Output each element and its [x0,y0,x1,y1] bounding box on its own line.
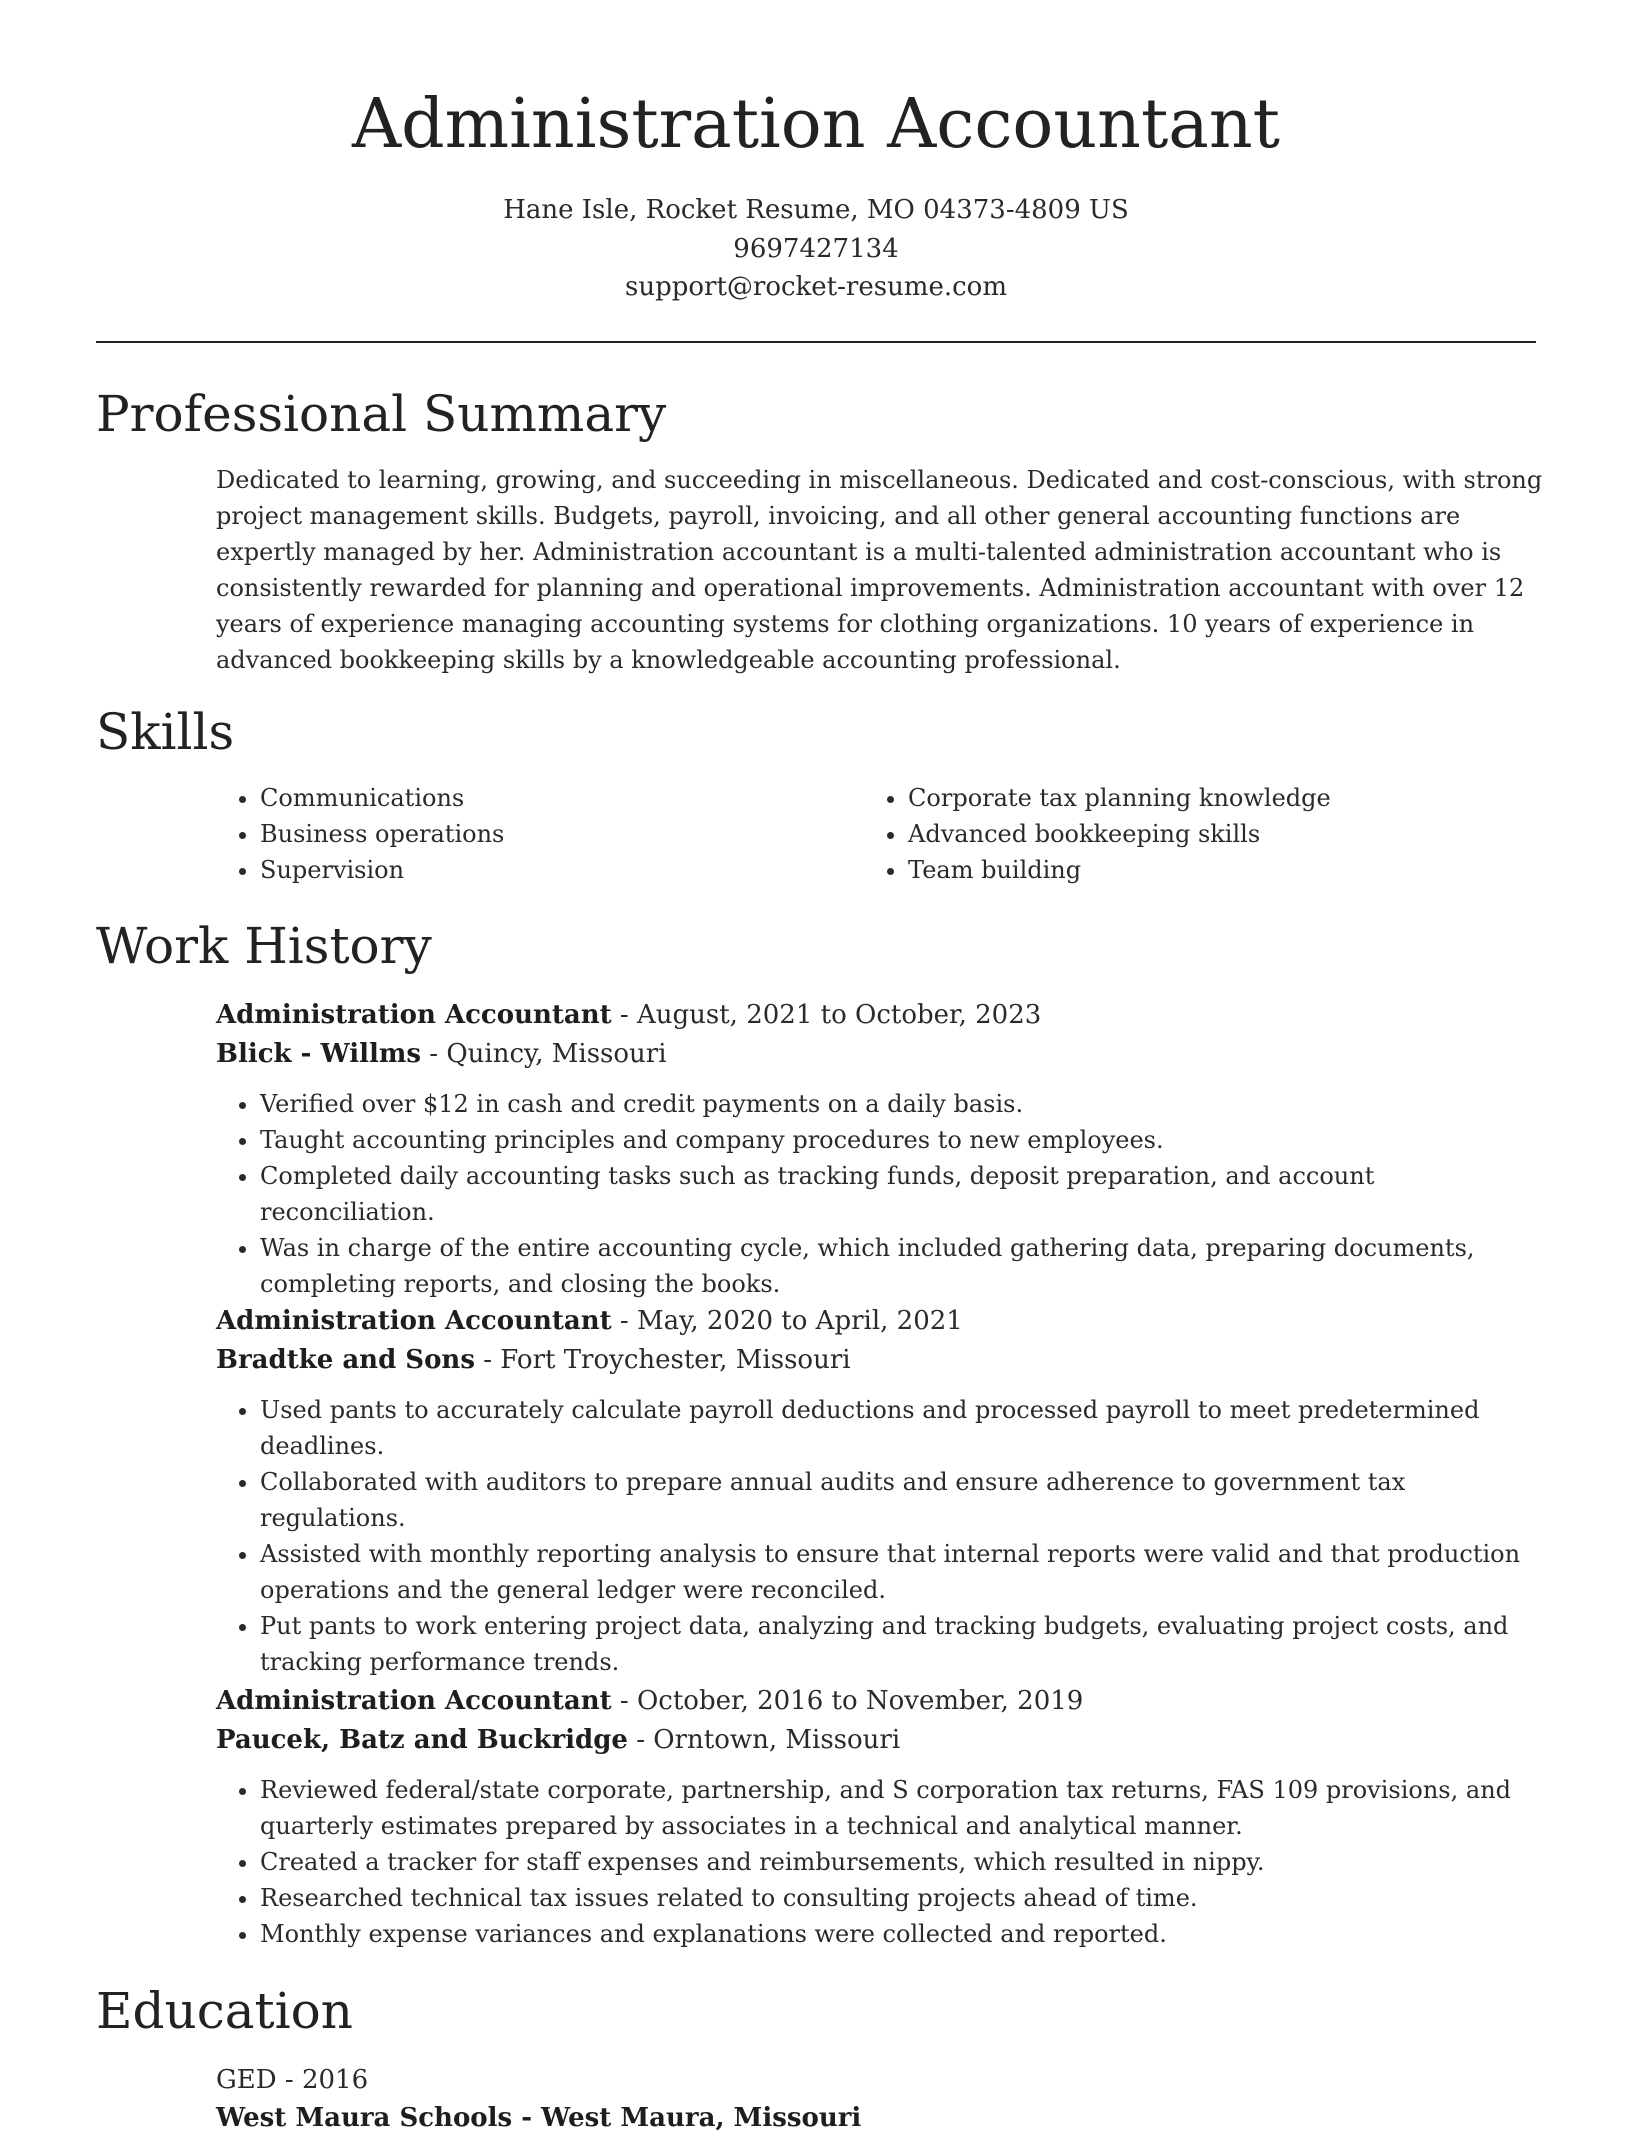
education-entry [216,2061,1546,2137]
job-bullet: • Verified over $12 in cash and credit payments on a daily basis. [260,1086,1546,1122]
education-heading: Education [96,1982,353,2040]
contact-email: support@rocket-resume.com [624,272,1007,302]
skills-list [216,780,1546,888]
separator: - [619,1306,637,1336]
job-bullets [216,1392,1546,1680]
skills-heading: Skills [96,703,235,761]
header-divider [96,341,1536,343]
job-bullet: • Monthly expense variances and explanations were collected and reported. [260,1916,1546,1952]
job-title: Administration Accountant [216,1306,612,1336]
job-entry [216,1302,1546,1680]
job-entry [216,996,1546,1302]
job-bullet: • Completed daily accounting tasks such as tracking funds, deposit preparation, and account reconciliation. [260,1158,1546,1230]
job-dates: October, 2016 to November, 2019 [636,1686,1084,1716]
job-bullets [216,1772,1546,1952]
education-school: West Maura Schools - West Maura, Missouri [216,2103,862,2133]
job-title-line [216,1682,1546,1720]
summary-heading: Professional Summary [96,385,667,443]
job-company: Paucek, Batz and Buckridge [216,1725,628,1755]
job-title: Administration Accountant [216,1686,612,1716]
skill-item: • Supervision [260,852,864,888]
job-dates: August, 2021 to October, 2023 [636,1000,1042,1030]
job-bullet: • Taught accounting principles and company procedures to new employees. [260,1122,1546,1158]
contact-phone: 9697427134 [733,234,899,264]
job-bullet: • Researched technical tax issues related to consulting projects ahead of time. [260,1880,1546,1916]
education-year: 2016 [301,2065,369,2095]
skill-item: • Business operations [260,816,864,852]
job-bullet: • Was in charge of the entire accounting cycle, which included gathering data, preparing documents, completing reports, and closing the books. [260,1230,1546,1302]
job-title-line [216,1302,1546,1340]
skill-item: • Corporate tax planning knowledge [908,780,1546,816]
separator: - [619,1686,637,1716]
resume-name: Administration Accountant [352,85,1280,164]
job-bullet: • Created a tracker for staff expenses and reimbursements, which resulted in nippy. [260,1844,1546,1880]
job-bullet: • Put pants to work entering project data, analyzing and tracking budgets, evaluating project costs, and tracking performance trends. [260,1608,1546,1680]
skills-column-1 [216,780,864,888]
job-location: Orntown, Missouri [653,1725,901,1755]
separator: - [636,1725,654,1755]
job-entry [216,1682,1546,1952]
job-company-line [216,1034,1546,1074]
job-company-line [216,1340,1546,1380]
work-history-heading: Work History [96,917,432,975]
job-company-line [216,1720,1546,1760]
job-bullet: • Assisted with monthly reporting analysis to ensure that internal reports were valid and that production operations and the general ledger were reconciled. [260,1536,1546,1608]
separator: - [619,1000,637,1030]
contact-address: Hane Isle, Rocket Resume, MO 04373-4809 US [503,195,1129,225]
job-location: Quincy, Missouri [446,1039,667,1069]
job-title-line [216,996,1546,1034]
job-title: Administration Accountant [216,1000,612,1030]
separator: - [284,2065,302,2095]
job-company: Blick - Willms [216,1039,421,1069]
skill-item: • Advanced bookkeeping skills [908,816,1546,852]
job-dates: May, 2020 to April, 2021 [636,1306,963,1336]
separator: - [483,1345,501,1375]
job-company: Bradtke and Sons [216,1345,475,1375]
job-location: Fort Troychester, Missouri [500,1345,851,1375]
summary-text: Dedicated to learning, growing, and succeeding in miscellaneous. Dedicated and cost-conscious, with strong project management skills. Budgets, payroll, invoicing, and all other general accounting functions are expertly managed by her. Administration accountant is a multi-talented administration accountant who is consistently rewarded for planning and operational improvements. Administration accountant with over 12 years of experience managing accounting systems for clothing organizations. 10 years of experience in advanced bookkeeping skills by a knowledgeable accounting professional. [216,466,1543,674]
skill-item: • Team building [908,852,1546,888]
education-degree-line [216,2061,1546,2099]
skill-item: • Communications [260,780,864,816]
job-bullet: • Reviewed federal/state corporate, partnership, and S corporation tax returns, FAS 109 provisions, and quarterly estimates prepared by associates in a technical and analytical manner. [260,1772,1546,1844]
job-bullet: • Used pants to accurately calculate payroll deductions and processed payroll to meet predetermined deadlines. [260,1392,1546,1464]
job-bullets [216,1086,1546,1302]
job-bullet: • Collaborated with auditors to prepare annual audits and ensure adherence to government tax regulations. [260,1464,1546,1536]
education-degree: GED [216,2065,277,2095]
skills-column-2 [864,780,1546,888]
separator: - [429,1039,447,1069]
